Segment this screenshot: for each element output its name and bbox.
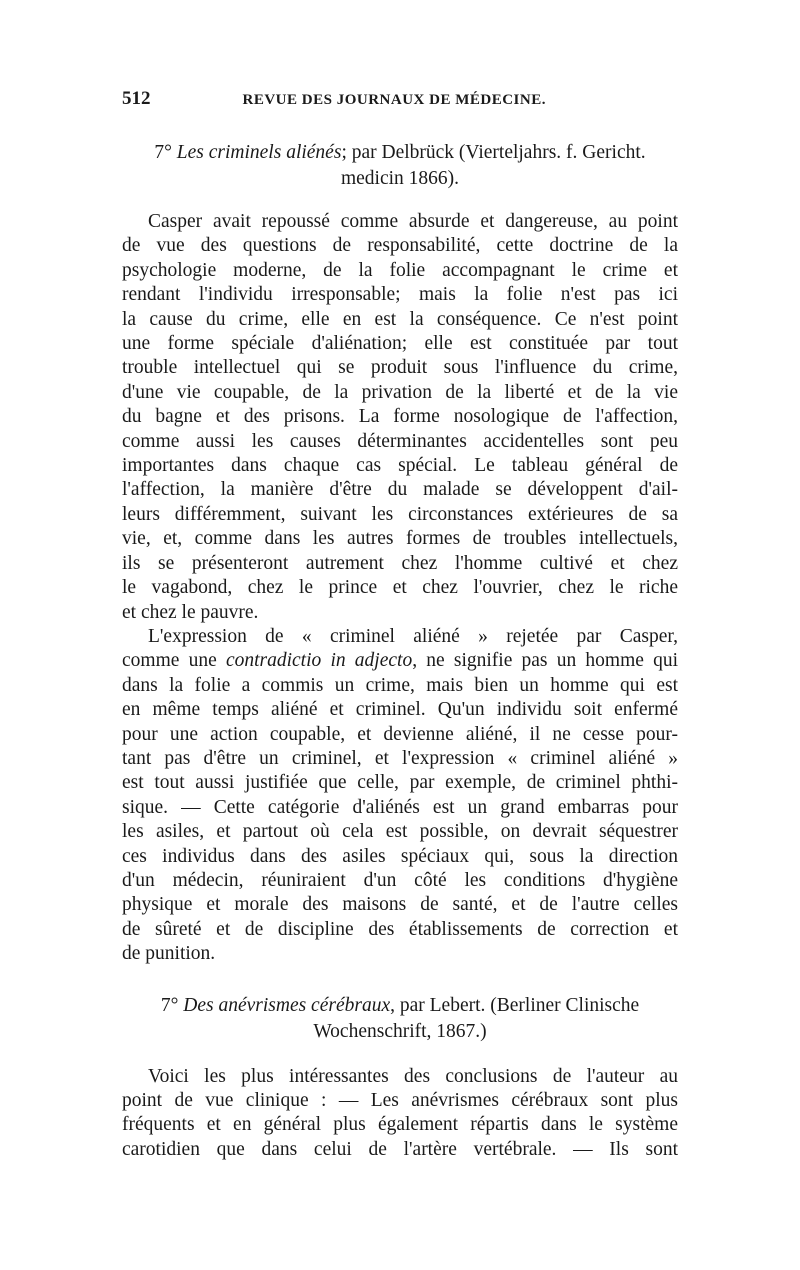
- text-line: ces individus dans des asiles spéciaux qui, sous la direction: [122, 845, 678, 867]
- text-line: vie, et, comme dans les autres formes de troubles intellectuels,: [122, 528, 678, 550]
- text-line: en même temps aliéné et criminel. Qu'un individu soit enfermé: [122, 699, 678, 721]
- section-title-line-2: medicin 1866).: [340, 168, 460, 189]
- running-head: [122, 88, 678, 118]
- text-line: une forme spéciale d'aliénation; elle est constituée par tout: [122, 333, 678, 355]
- text-fragment: , ne signifie pas un homme qui: [412, 650, 678, 672]
- section-title-anevrismes: [122, 993, 678, 1045]
- page-number: 512: [122, 88, 151, 109]
- text-line: de vue des questions de responsabilité, cette doctrine de la: [122, 235, 678, 257]
- text-line: d'une vie coupable, de la privation de la liberté et de la vie: [122, 381, 678, 403]
- section-number: 7°: [160, 994, 179, 1016]
- section-title-criminels: [122, 140, 678, 192]
- text-line: physique et morale des maisons de santé, et de l'autre celles: [122, 894, 678, 916]
- text-line: l'affection, la manière d'être du malade se développent d'ail-: [122, 479, 678, 501]
- text-fragment: comme une: [122, 650, 226, 672]
- text-line: d'un médecin, réuniraient d'un côté les conditions d'hygiène: [122, 869, 678, 891]
- text-line: la cause du crime, elle en est la conséquence. Ce n'est point: [122, 308, 678, 330]
- section-title-italic: Les criminels aliénés: [176, 142, 342, 163]
- text-line: de punition.: [122, 943, 216, 965]
- text-line: sique. — Cette catégorie d'aliénés est un grand embarras pour: [122, 796, 678, 818]
- text-line: trouble intellectuel qui se produit sous l'influence du crime,: [122, 357, 678, 379]
- text-line: fréquents et en général plus également répartis dans le système: [122, 1114, 678, 1136]
- text-line: leurs différemment, suivant les circonstances extérieures de sa: [122, 503, 678, 525]
- text-line: psychologie moderne, de la folie accompagnant le crime et: [122, 259, 678, 281]
- paragraph-lebert: [122, 1065, 678, 1163]
- section-title-rest: , par Lebert. (Berliner Clinische: [390, 994, 640, 1016]
- section-title-line-2: Wochenschrift, 1867.): [313, 1020, 487, 1042]
- text-line: les asiles, et partout où cela est possible, on devrait séquestrer: [122, 821, 678, 843]
- section-title-line-1: [122, 993, 678, 1019]
- text-line: le vagabond, chez le prince et chez l'ouvrier, chez le riche: [122, 577, 678, 599]
- page: [122, 88, 678, 1162]
- text-line: Casper avait repoussé comme absurde et dangereuse, au point: [148, 211, 678, 232]
- paragraph-casper: [122, 210, 678, 625]
- text-line: L'expression de « criminel aliéné » rejetée par Casper,: [148, 625, 678, 647]
- text-line: dans la folie a commis un crime, mais bien un homme qui est: [122, 674, 678, 696]
- journal-title: REVUE DES JOURNAUX DE MÉDECINE.: [242, 92, 546, 108]
- text-line: rendant l'individu irresponsable; mais la folie n'est pas ici: [122, 284, 678, 306]
- text-line: comme aussi les causes déterminantes accidentelles sont peu: [122, 430, 678, 452]
- text-line: de sûreté et de discipline des établissements de correction et: [122, 918, 678, 940]
- text-line: pour une action coupable, et devienne aliéné, il ne cesse pour-: [122, 723, 678, 745]
- text-line: Voici les plus intéressantes des conclusions de l'auteur au: [148, 1065, 678, 1087]
- text-line: point de vue clinique : — Les anévrismes cérébraux sont plus: [122, 1090, 678, 1111]
- section-title-rest: ; par Delbrück (Vierteljahrs. f. Gericht.: [341, 142, 646, 163]
- text-line: importantes dans chaque cas spécial. Le tableau général de: [122, 455, 678, 477]
- text-line-italic-phrase: [122, 649, 678, 673]
- text-line: ils se présenteront autrement chez l'homme cultivé et chez: [122, 552, 678, 574]
- text-line: carotidien que dans celui de l'artère vertébrale. — Ils sont: [122, 1138, 678, 1160]
- paragraph-expression: [122, 625, 678, 967]
- section-title-italic: Des anévrismes cérébraux: [183, 994, 391, 1016]
- text-line: est tout aussi justifiée que celle, par exemple, de criminel phthi-: [122, 772, 678, 794]
- text-line: et chez le pauvre.: [122, 601, 259, 623]
- latin-phrase: contradictio in adjecto: [225, 650, 413, 672]
- text-line: du bagne et des prisons. La forme nosologique de l'affection,: [122, 406, 678, 428]
- section-title-line-1: [122, 140, 678, 166]
- text-line: tant pas d'être un criminel, et l'expression « criminel aliéné »: [122, 747, 678, 769]
- section-number: 7°: [154, 142, 172, 163]
